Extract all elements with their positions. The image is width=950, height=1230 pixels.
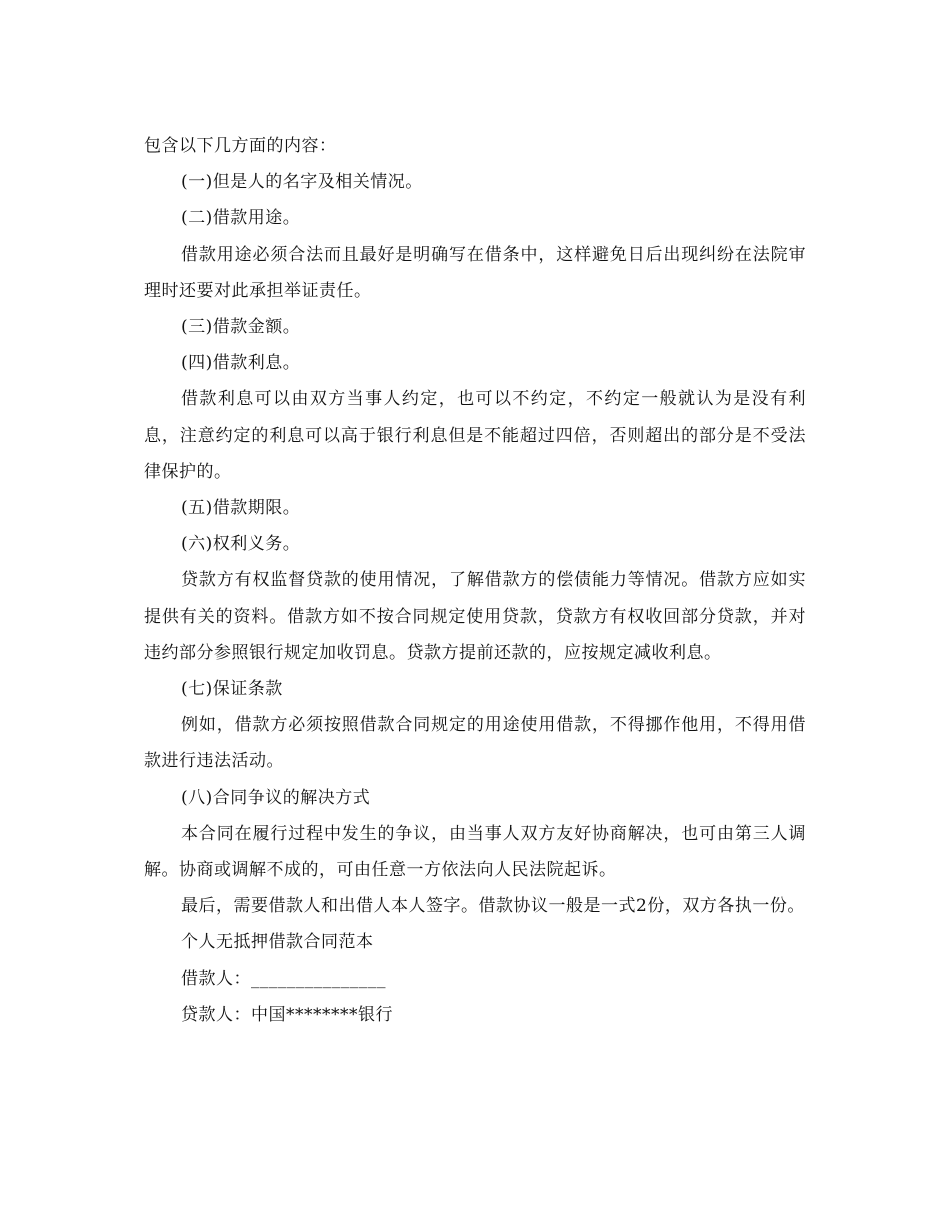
item-5-heading: (五)借款期限。 [181,498,301,519]
borrower-line: 借款人：_______________ [181,968,386,989]
item-7-heading: (七)保证条款 [181,679,283,700]
item-8-body: 本合同在履行过程中发生的争议，由当事人双方友好协商解决，也可由第三人调解。协商或调解不成的，可由任意一方依法向人民法院起诉。 [144,823,806,881]
item-6-body: 贷款方有权监督贷款的使用情况，了解借款方的偿债能力等情况。借款方应如实提供有关的资料。借款方如不按合同规定使用贷款，贷款方有权收回部分贷款，并对违约部分参照银行规定加收罚息。贷款方提前还款的，应按规定减收利息。 [144,570,806,663]
item-2-body: 借款用途必须合法而且最好是明确写在借条中，这样避免日后出现纠纷在法院审理时还要对此承担举证责任。 [144,244,806,301]
item-4-body: 借款利息可以由双方当事人约定，也可以不约定，不约定一般就认为是没有利息，注意约定的利息可以高于银行利息但是不能超过四倍，否则超出的部分是不受法律保护的。 [144,389,806,482]
contract-template-title: 个人无抵押借款合同范本 [181,932,374,953]
document-body [144,128,806,1033]
item-3-heading: (三)借款金额。 [181,317,301,338]
item-6-heading: (六)权利义务。 [181,534,301,555]
item-1-heading: (一)但是人的名字及相关情况。 [181,172,423,193]
lender-line: 贷款人：中国********银行 [181,1004,393,1025]
item-7-body: 例如，借款方必须按照借款合同规定的用途使用借款，不得挪作他用，不得用借款进行违法活动。 [144,715,806,772]
item-4-heading: (四)借款利息。 [181,353,301,374]
item-2-heading: (二)借款用途。 [181,208,301,229]
signature-note: 最后，需要借款人和出借人本人签字。借款协议一般是一式2份，双方各执一份。 [181,896,805,917]
intro-paragraph: 包含以下几方面的内容： [144,136,337,156]
item-8-heading: (八)合同争议的解决方式 [181,787,371,808]
